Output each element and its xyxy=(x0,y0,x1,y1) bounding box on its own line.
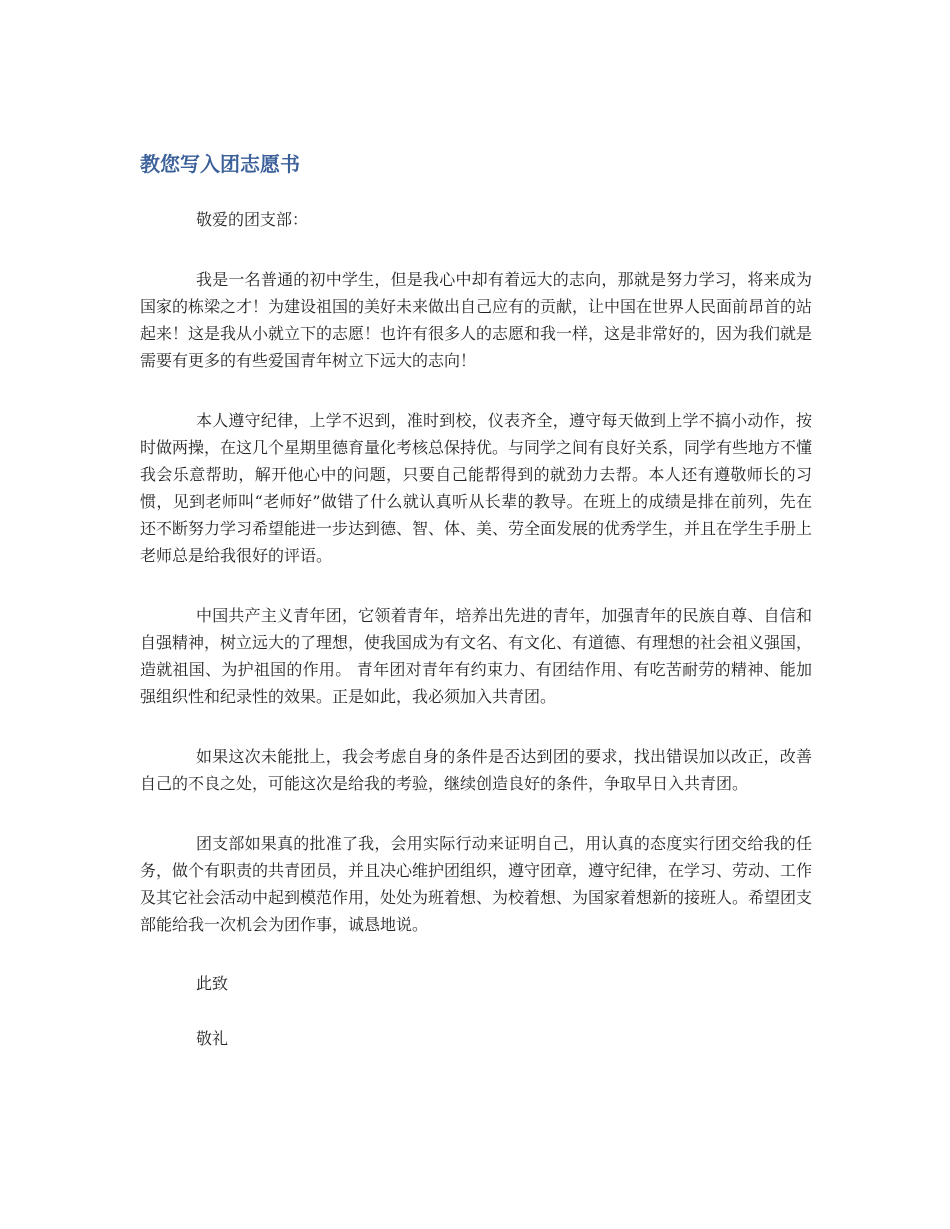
paragraph-4: 如果这次未能批上，我会考虑自身的条件是否达到团的要求，找出错误加以改正，改善自己的不良之处，可能这次是给我的考验，继续创造良好的条件，争取早日入共青团。 xyxy=(140,747,812,793)
paragraph-1: 我是一名普通的初中学生，但是我心中却有着远大的志向，那就是努力学习，将来成为国家的栋梁之才！为建设祖国的美好未来做出自己应有的贡献，让中国在世界人民面前昂首的站起来！这是我从小就立下的志愿！也许有很多人的志愿和我一样，这是非常好的，因为我们就是需要有更多的有些爱国青年树立下远大的志向！ xyxy=(140,270,813,370)
salutation: 敬爱的团支部： xyxy=(196,210,309,229)
paragraph-2: 本人遵守纪律，上学不迟到，准时到校，仪表齐全，遵守每天做到上学不搞小动作，按时做两操，在这几个星期里德育量化考核总保持优。与同学之间有良好关系，同学有些地方不懂我会乐意帮助，解开他心中的问题，只要自己能帮得到的就劲力去帮。本人还有遵敬师长的习惯，见到老师叫“老师好”做错了什么就认真听从长辈的教导。在班上的成绩是排在前列，先在还不断努力学习希望能进一步达到德、智、体、美、劳全面发展的优秀学生，并且在学生手册上老师总是给我很好的评语。 xyxy=(140,411,813,565)
closing-salute: 敬礼 xyxy=(196,1029,229,1048)
paragraph-5: 团支部如果真的批准了我，会用实际行动来证明自己，用认真的态度实行团交给我的任务，做个有职责的共青团员，并且决心维护团组织，遵守团章，遵守纪律，在学习、劳动、工作及其它社会活动中起到模范作用，处处为班着想、为校着想、为国家着想新的接班人。希望团支部能给我一次机会为团作事，诚恳地说。 xyxy=(140,834,813,934)
document-title: 教您写入团志愿书 xyxy=(140,152,300,176)
paragraph-3: 中国共产主义青年团，它领着青年，培养出先进的青年，加强青年的民族自尊、自信和自强精神，树立远大的了理想，使我国成为有文名、有文化、有道德、有理想的社会祖义强国，造就祖国、为护祖国的作用。 青年团对青年有约束力、有团结作用、有吃苦耐劳的精神、能加强组织性和纪录性的效果。正是如此，我必须加入共青团。 xyxy=(140,606,813,706)
closing-greeting: 此致 xyxy=(196,974,229,993)
document-body xyxy=(140,150,812,1052)
